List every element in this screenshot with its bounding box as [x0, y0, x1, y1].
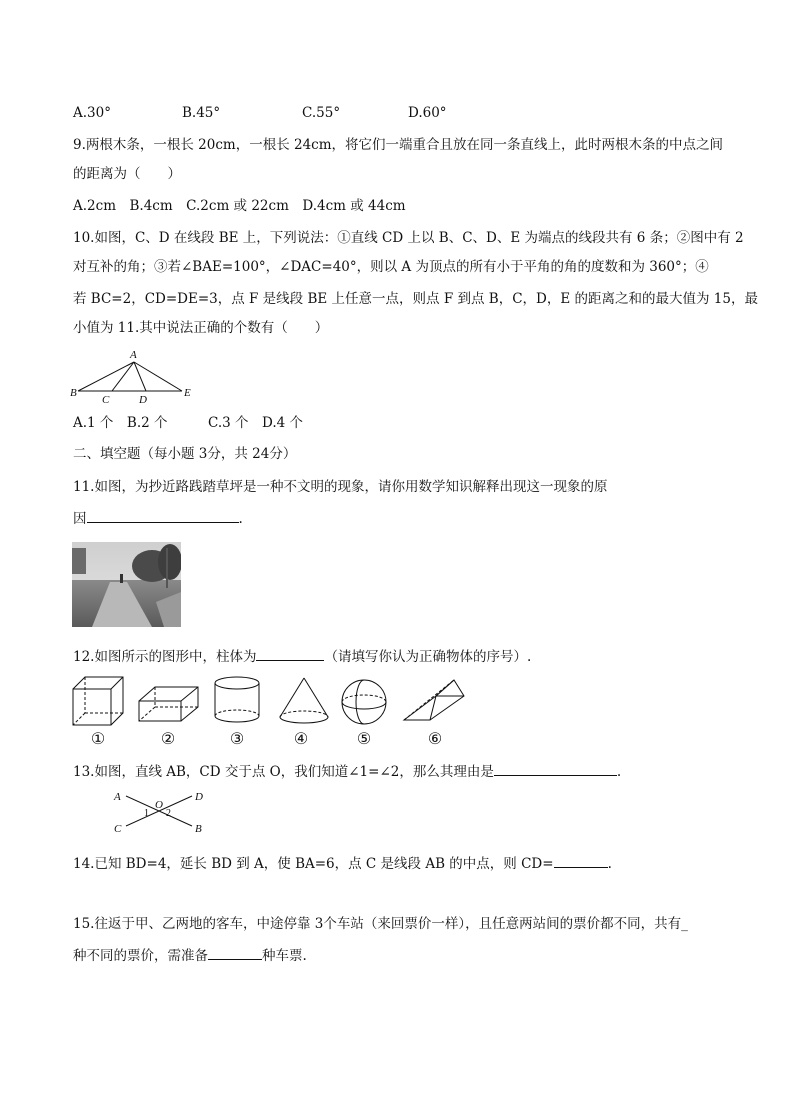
q12-solid-shapes — [68, 672, 468, 732]
q12-text-after: （请填写你认为正确物体的序号）. — [324, 649, 532, 665]
q12-shape-number-5: ⑤ — [356, 729, 372, 748]
q13-text-after: . — [616, 764, 622, 780]
q8-option-a: A.30° — [73, 105, 111, 121]
q15-line2-after: 种车票. — [262, 948, 307, 964]
q13-label-a: A — [114, 791, 121, 803]
shape3-cylinder — [215, 677, 259, 722]
q12-shape-number-1: ① — [90, 729, 106, 748]
q10-options: A.1 个 B.2 个 C.3 个 D.4 个 — [73, 415, 304, 431]
q13-answer-blank[interactable] — [494, 761, 617, 776]
q12-shape-number-6: ⑥ — [427, 729, 443, 748]
q14-text-after: . — [607, 856, 612, 872]
shape6-triangular-prism — [404, 680, 464, 720]
q9-text-line1: 9.两根木条，一根长 20cm，一根长 24cm，将它们一端重合且放在同一条直线上，此时两根木条的中点之间 — [73, 137, 724, 153]
q10-label-d: D — [139, 394, 147, 404]
q8-option-d: D.60° — [408, 105, 447, 121]
q10-text-line4: 小值为 11.其中说法正确的个数有（ ） — [73, 320, 329, 336]
q11-prefix: 因 — [73, 511, 87, 527]
q8-option-b: B.45° — [182, 105, 221, 121]
q12-shape-number-4: ④ — [293, 729, 309, 748]
section2-heading: 二、填空题（每小题 3分，共 24分） — [73, 446, 297, 462]
q13-text-before: 13.如图，直线 AB，CD 交于点 O，我们知道∠1=∠2，那么其理由是 — [73, 764, 494, 780]
q9-options: A.2cm B.4cm C.2cm 或 22cm D.4cm 或 44cm — [73, 198, 406, 214]
q14-answer-blank[interactable] — [554, 853, 608, 868]
q12-text-before: 12.如图所示的图形中，柱体为 — [73, 649, 257, 665]
q10-label-b: B — [70, 387, 77, 399]
q12-text — [73, 646, 531, 666]
q12-shape-number-3: ③ — [229, 729, 245, 748]
shape1-cube — [73, 677, 123, 725]
q13-angle-1: 1 — [144, 808, 149, 819]
q8-option-c: C.55° — [302, 105, 341, 121]
q13-label-d: D — [195, 791, 203, 803]
q13-text — [73, 761, 621, 781]
q11-suffix: . — [238, 511, 243, 527]
q10-triangle-figure — [66, 346, 196, 404]
q9-text-line2: 的距离为（ ） — [73, 166, 181, 182]
shape5-sphere — [342, 680, 386, 724]
q15-text-line2 — [73, 945, 307, 965]
q10-text-line2: 对互补的角；③若∠BAE=100°，∠DAC=40°，则以 A 为顶点的所有小于平角的角的度数和为 360°；④ — [73, 259, 709, 275]
q10-text-line3: 若 BC=2，CD=DE=3，点 F 是线段 BE 上任意一点，则点 F 到点 B，C，D，E 的距离之和的最大值为 15，最 — [73, 291, 758, 307]
q10-label-e: E — [184, 387, 191, 399]
q10-label-a: A — [130, 349, 137, 361]
shape2-cuboid — [139, 687, 198, 721]
q11-answer-blank[interactable] — [87, 508, 239, 523]
q15-text-line1: 15.往返于甲、乙两地的客车，中途停靠 3个车站（来回票价一样），且任意两站间的票价都不同，共有_ — [73, 916, 688, 932]
q12-shape-number-2: ② — [160, 729, 176, 748]
q11-text-line1: 11.如图，为抄近路践踏草坪是一种不文明的现象，请你用数学知识解释出现这一现象的原 — [73, 479, 608, 495]
q14-text-before: 14.已知 BD=4，延长 BD 到 A，使 BA=6，点 C 是线段 AB 的中点，则 CD= — [73, 856, 554, 872]
q10-text-line1: 10.如图，C、D 在线段 BE 上，下列说法：①直线 CD 上以 B、C、D、E 为端点的线段共有 6 条；②图中有 2 — [73, 230, 744, 246]
q13-label-b: B — [195, 823, 202, 835]
q15-answer-blank[interactable] — [208, 945, 262, 960]
q13-angle-2: 2 — [166, 808, 171, 819]
shape4-cone — [280, 678, 328, 723]
q13-intersecting-lines-figure — [108, 786, 208, 836]
q12-answer-blank[interactable] — [256, 646, 324, 661]
q11-text-line2 — [73, 508, 243, 528]
q15-line2-before: 种不同的票价，需准备 — [73, 948, 208, 964]
q14-text — [73, 853, 612, 873]
q13-label-o: O — [155, 799, 163, 811]
q10-label-c: C — [102, 394, 110, 404]
q11-photo-lawn-path — [72, 542, 181, 627]
q13-label-c: C — [114, 823, 122, 835]
